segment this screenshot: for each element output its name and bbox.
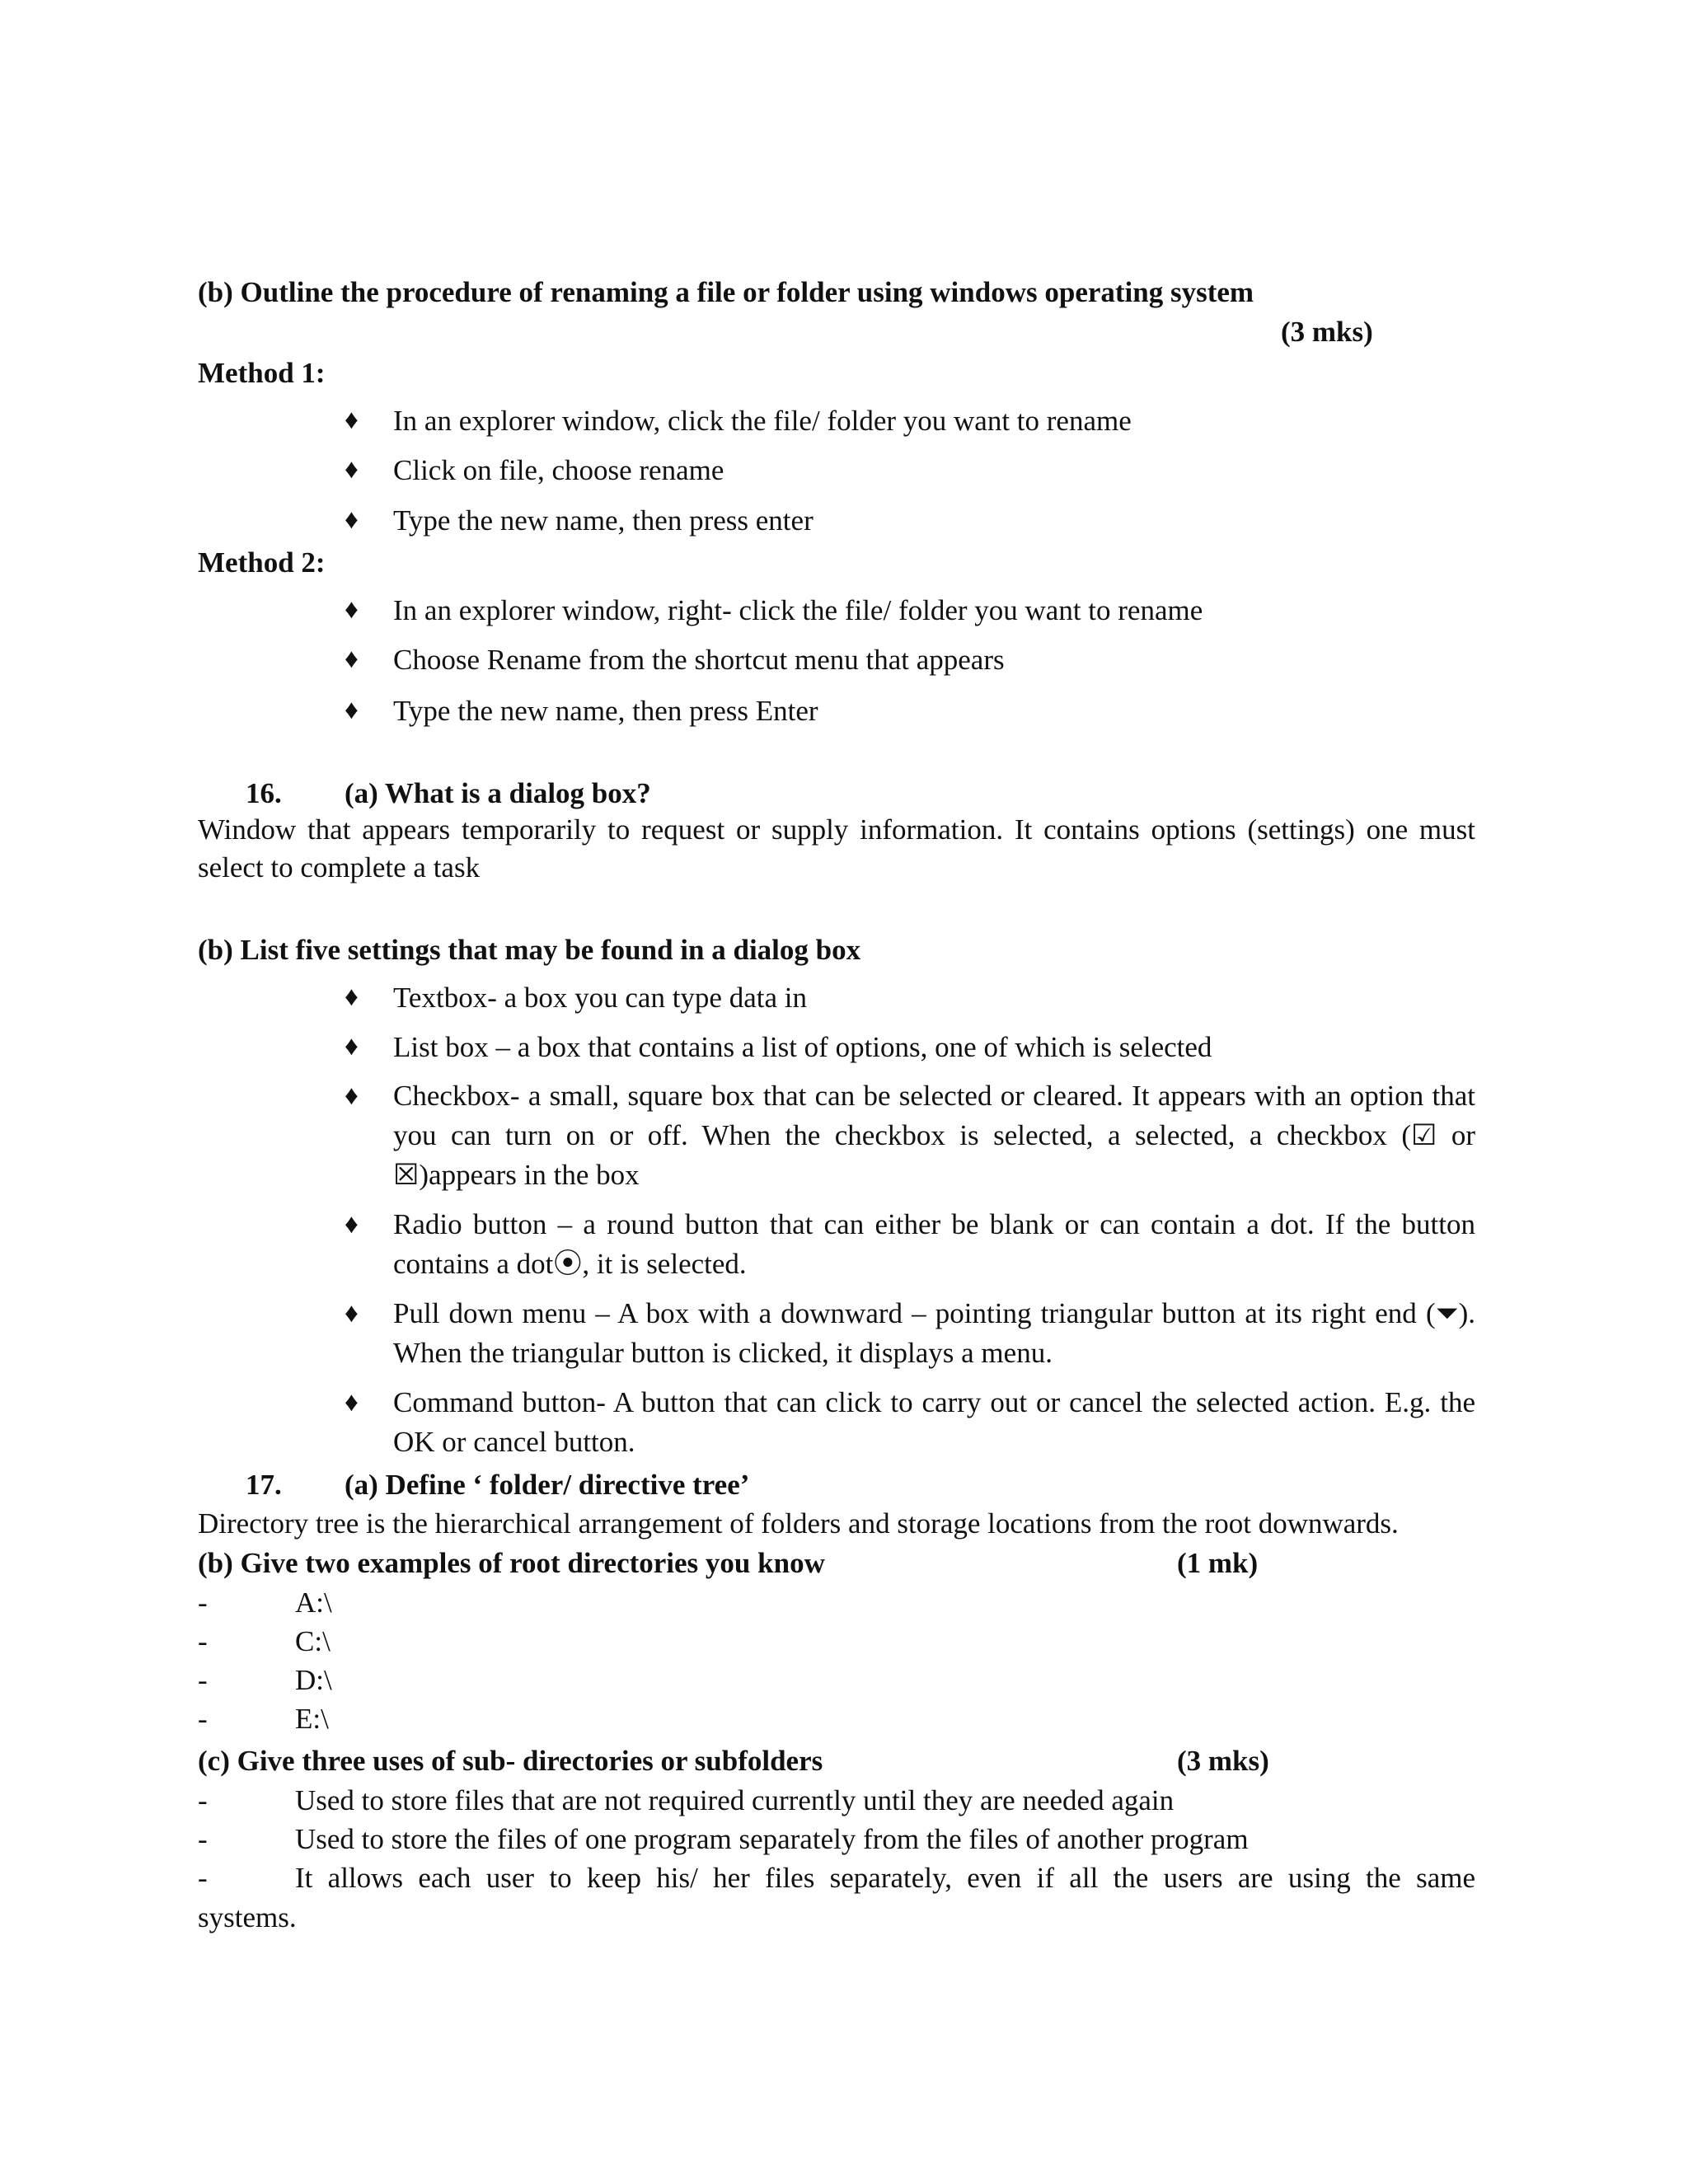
- q16-number: 16.: [246, 777, 282, 809]
- dash-bullet: -: [198, 1784, 208, 1816]
- dash-bullet: -: [198, 1586, 208, 1619]
- q15b-heading: (b) Outline the procedure of renaming a file or folder using windows operating system: [198, 276, 1254, 308]
- method1-label: Method 1:: [198, 357, 326, 389]
- bullet-diamond-icon: ♦: [345, 455, 359, 485]
- dash-bullet: -: [198, 1862, 208, 1894]
- step-text: In an explorer window, right- click the file/ folder you want to rename: [393, 594, 1203, 626]
- setting-text: Pull down menu – A box with a downward – pointing triangular button at its right end (⏷). When the triangular button is clicked, it displays a menu.: [393, 1297, 1475, 1369]
- bullet-diamond-icon: ♦: [345, 405, 359, 435]
- step-text: Choose Rename from the shortcut menu that appears: [393, 644, 1005, 676]
- bullet-diamond-icon: ♦: [345, 982, 359, 1012]
- q16b-heading: (b) List five settings that may be found in a dialog box: [198, 934, 861, 966]
- root-text: C:\: [295, 1625, 331, 1657]
- setting-text: Textbox- a box you can type data in: [393, 982, 807, 1014]
- method2-label: Method 2:: [198, 546, 326, 579]
- dash-bullet: -: [198, 1823, 208, 1855]
- bullet-diamond-icon: ♦: [345, 505, 359, 535]
- setting-text: List box – a box that contains a list of options, one of which is selected: [393, 1031, 1212, 1063]
- dash-bullet: -: [198, 1703, 208, 1735]
- bullet-diamond-icon: ♦: [345, 1388, 359, 1418]
- bullet-diamond-icon: ♦: [345, 696, 359, 725]
- use-text: Used to store files that are not required currently until they are needed again: [295, 1784, 1175, 1816]
- setting-text: Radio button – a round button that can either be blank or can contain a dot. If the button contains a dot⦿, it is selected.: [393, 1208, 1475, 1280]
- bullet-diamond-icon: ♦: [345, 1299, 359, 1329]
- q17b-marks: (1 mk): [1177, 1547, 1259, 1579]
- q15b-marks: (3 mks): [1281, 316, 1373, 348]
- q17-number: 17.: [246, 1469, 282, 1501]
- root-text: E:\: [295, 1703, 329, 1735]
- setting-text: Command button- A button that can click to carry out or cancel the selected action. E.g. the OK or cancel button.: [393, 1386, 1475, 1458]
- setting-text: Checkbox- a small, square box that can be selected or cleared. It appears with an option that you can turn on or off. When the checkbox is selected, a selected, a checkbox (☑ or ☒)appears in the box: [393, 1080, 1475, 1191]
- root-text: D:\: [295, 1664, 332, 1696]
- q17a-heading: (a) Define ‘ folder/ directive tree’: [345, 1469, 750, 1501]
- bullet-diamond-icon: ♦: [345, 595, 359, 625]
- step-text: Click on file, choose rename: [393, 454, 724, 486]
- q17c-heading: (c) Give three uses of sub- directories or subfolders: [198, 1745, 823, 1777]
- use-continuation: systems.: [198, 1901, 297, 1933]
- q17c-marks: (3 mks): [1177, 1745, 1269, 1777]
- use-text: Used to store the files of one program separately from the files of another program: [295, 1823, 1249, 1855]
- bullet-diamond-icon: ♦: [345, 1081, 359, 1111]
- q16a-answer: Window that appears temporarily to request or supply information. It contains options (settings) one must select to complete a task: [198, 813, 1475, 883]
- dash-bullet: -: [198, 1664, 208, 1696]
- dash-bullet: -: [198, 1625, 208, 1657]
- bullet-diamond-icon: ♦: [345, 1032, 359, 1062]
- q17b-heading: (b) Give two examples of root directories you know: [198, 1547, 825, 1579]
- step-text: In an explorer window, click the file/ folder you want to rename: [393, 405, 1132, 437]
- q16a-heading: (a) What is a dialog box?: [345, 777, 651, 809]
- bullet-diamond-icon: ♦: [345, 1210, 359, 1240]
- use-text: It allows each user to keep his/ her files separately, even if all the users are using the same: [295, 1862, 1475, 1894]
- q17a-answer: Directory tree is the hierarchical arrangement of folders and storage locations from the root downwards.: [198, 1507, 1399, 1540]
- root-text: A:\: [295, 1586, 332, 1619]
- bullet-diamond-icon: ♦: [345, 644, 359, 674]
- step-text: Type the new name, then press enter: [393, 504, 814, 537]
- step-text: Type the new name, then press Enter: [393, 695, 818, 727]
